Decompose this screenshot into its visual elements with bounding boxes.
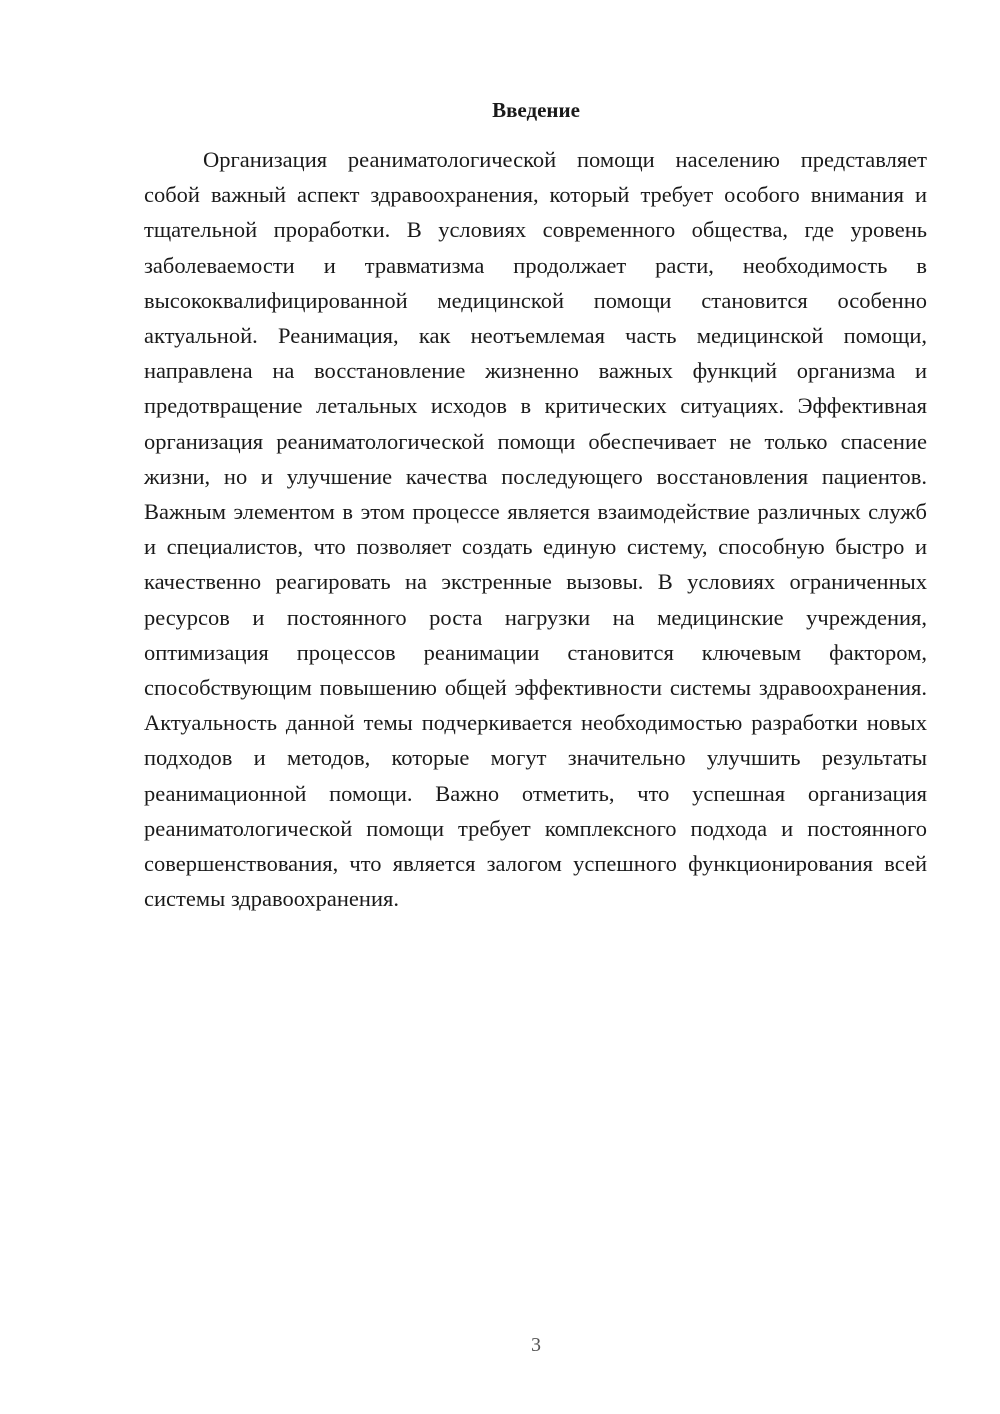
page-number: 3 xyxy=(531,1334,541,1356)
body-paragraph: Организация реаниматологической помощи населению представляет собой важный аспект здравоохранения, который требует особого внимания и тщательной проработки. В условиях современного общества, где уровень заболеваемости и травматизма продолжает расти, необходимость в высококвалифицированной медицинской помощи становится особенно актуальной. Реанимация, как неотъемлемая часть медицинской помощи, направлена на восстановление жизненно важных функций организма и предотвращение летальных исходов в критических ситуациях. Эффективная организация реаниматологической помощи обеспечивает не только спасение жизни, но и улучшение качества последующего восстановления пациентов. Важным элементом в этом процессе является взаимодействие различных служб и специалистов, что позволяет создать единую систему, способную быстро и качественно реагировать на экстренные вызовы. В условиях ограниченных ресурсов и постоянного роста нагрузки на медицинские учреждения, оптимизация процессов реанимации становится ключевым фактором, способствующим повышению общей эффективности системы здравоохранения. Актуальность данной темы подчеркивается необходимостью разработки новых подходов и методов, которые могут значительно улучшить результаты реанимационной помощи. Важно отметить, что успешная организация реаниматологической помощи требует комплексного подхода и постоянного совершенствования, что является залогом успешного функционирования всей системы здравоохранения. xyxy=(144,147,927,912)
section-heading: Введение xyxy=(492,98,580,122)
